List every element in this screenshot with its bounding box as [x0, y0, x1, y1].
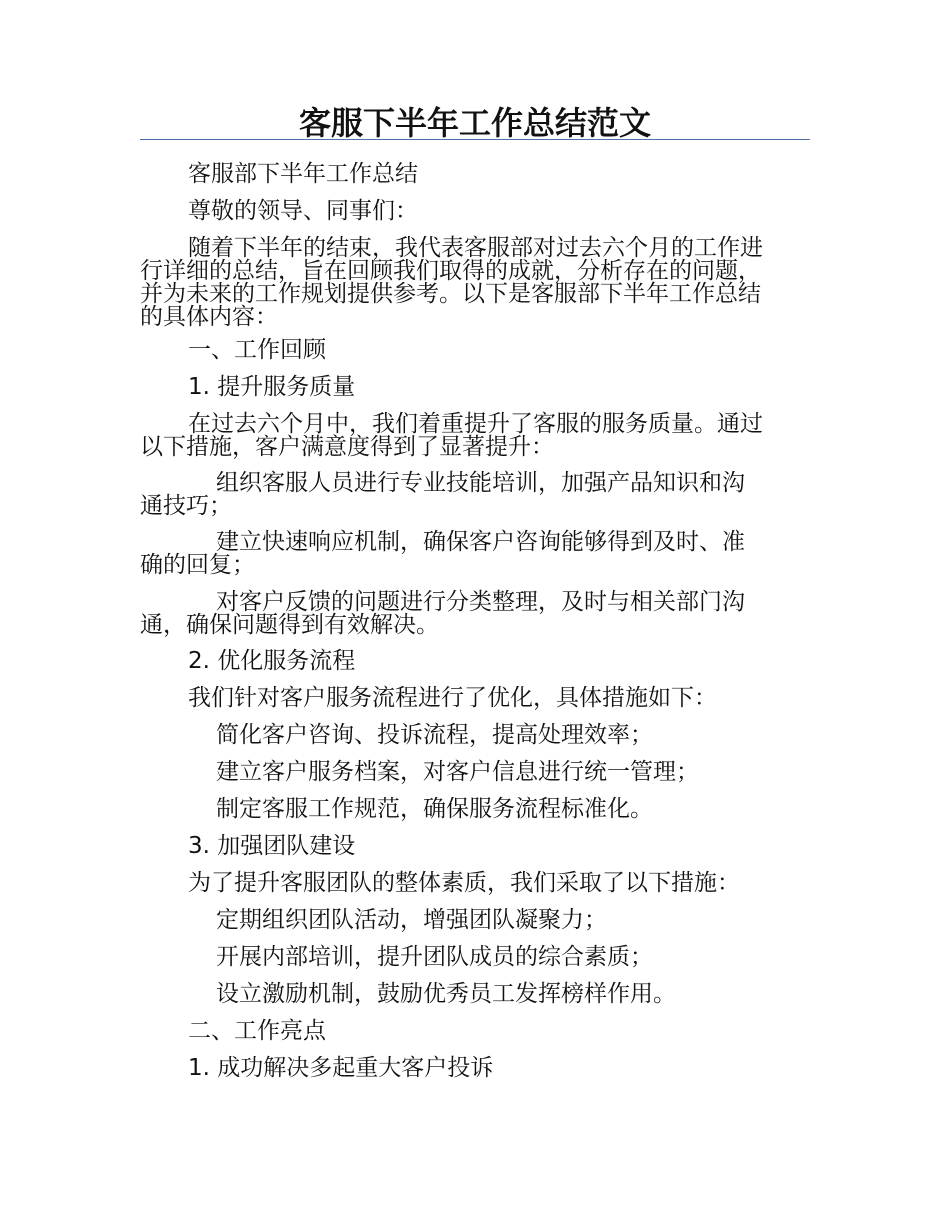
subsection-heading [140, 1057, 810, 1080]
text-line: 2. 优化服务流程 [188, 648, 356, 674]
list-item [140, 531, 810, 577]
text-line: 设立激励机制，鼓励优秀员工发挥榜样作用。 [216, 981, 676, 1007]
text-line: 3. 加强团队建设 [188, 833, 356, 859]
paragraph-body [140, 687, 810, 710]
text-line: 确的回复； [140, 552, 255, 578]
text-line: 通，确保问题得到有效解决。 [140, 612, 439, 638]
text-line: 通技巧； [140, 493, 232, 519]
list-item [140, 946, 810, 969]
text-line: 建立客户服务档案，对客户信息进行统一管理； [216, 759, 699, 785]
paragraph-intro [140, 237, 810, 329]
text-line: 随着下半年的结束，我代表客服部对过去六个月的工作进 [188, 235, 763, 261]
text-line: 1. 成功解决多起重大客户投诉 [188, 1055, 494, 1081]
text-line: 一、工作回顾 [188, 337, 326, 363]
text-line: 在过去六个月中，我们着重提升了客服的服务质量。通过 [188, 411, 763, 437]
text-line: 开展内部培训，提升团队成员的综合素质； [216, 944, 653, 970]
list-item [140, 591, 810, 637]
text-line: 对客户反馈的问题进行分类整理，及时与相关部门沟 [216, 589, 745, 615]
list-item [140, 798, 810, 821]
text-line: 建立快速响应机制，确保客户咨询能够得到及时、准 [216, 529, 745, 555]
paragraph-body [140, 413, 810, 459]
subsection-heading [140, 835, 810, 858]
document-title: 客服下半年工作总结范文 [298, 104, 651, 142]
text-line: 定期组织团队活动，增强团队凝聚力； [216, 907, 607, 933]
text-line: 为了提升客服团队的整体素质，我们采取了以下措施： [188, 870, 740, 896]
list-item [140, 761, 810, 784]
paragraph-subtitle [140, 163, 810, 186]
list-item [140, 724, 810, 747]
subsection-heading [140, 650, 810, 673]
list-item [140, 472, 810, 518]
list-item [140, 983, 810, 1006]
text-line: 二、工作亮点 [188, 1018, 326, 1044]
text-line: 客服部下半年工作总结 [188, 161, 418, 187]
text-line: 的具体内容： [140, 304, 278, 330]
text-line: 1. 提升服务质量 [188, 374, 356, 400]
text-line: 并为未来的工作规划提供参考。以下是客服部下半年工作总结 [140, 281, 761, 307]
text-line: 简化客户咨询、投诉流程，提高处理效率； [216, 722, 653, 748]
paragraph-body [140, 872, 810, 895]
section-heading [140, 339, 810, 362]
text-line: 行详细的总结，旨在回顾我们取得的成就，分析存在的问题， [140, 258, 761, 284]
text-line: 尊敬的领导、同事们： [188, 198, 418, 224]
paragraph-salutation [140, 200, 810, 223]
list-item [140, 909, 810, 932]
text-line: 我们针对客户服务流程进行了优化，具体措施如下： [188, 685, 717, 711]
text-line: 组织客服人员进行专业技能培训，加强产品知识和沟 [216, 470, 745, 496]
subsection-heading [140, 376, 810, 399]
section-heading [140, 1020, 810, 1043]
title-underline [140, 139, 810, 140]
text-line: 制定客服工作规范，确保服务流程标准化。 [216, 796, 653, 822]
text-line: 以下措施，客户满意度得到了显著提升： [140, 434, 554, 460]
